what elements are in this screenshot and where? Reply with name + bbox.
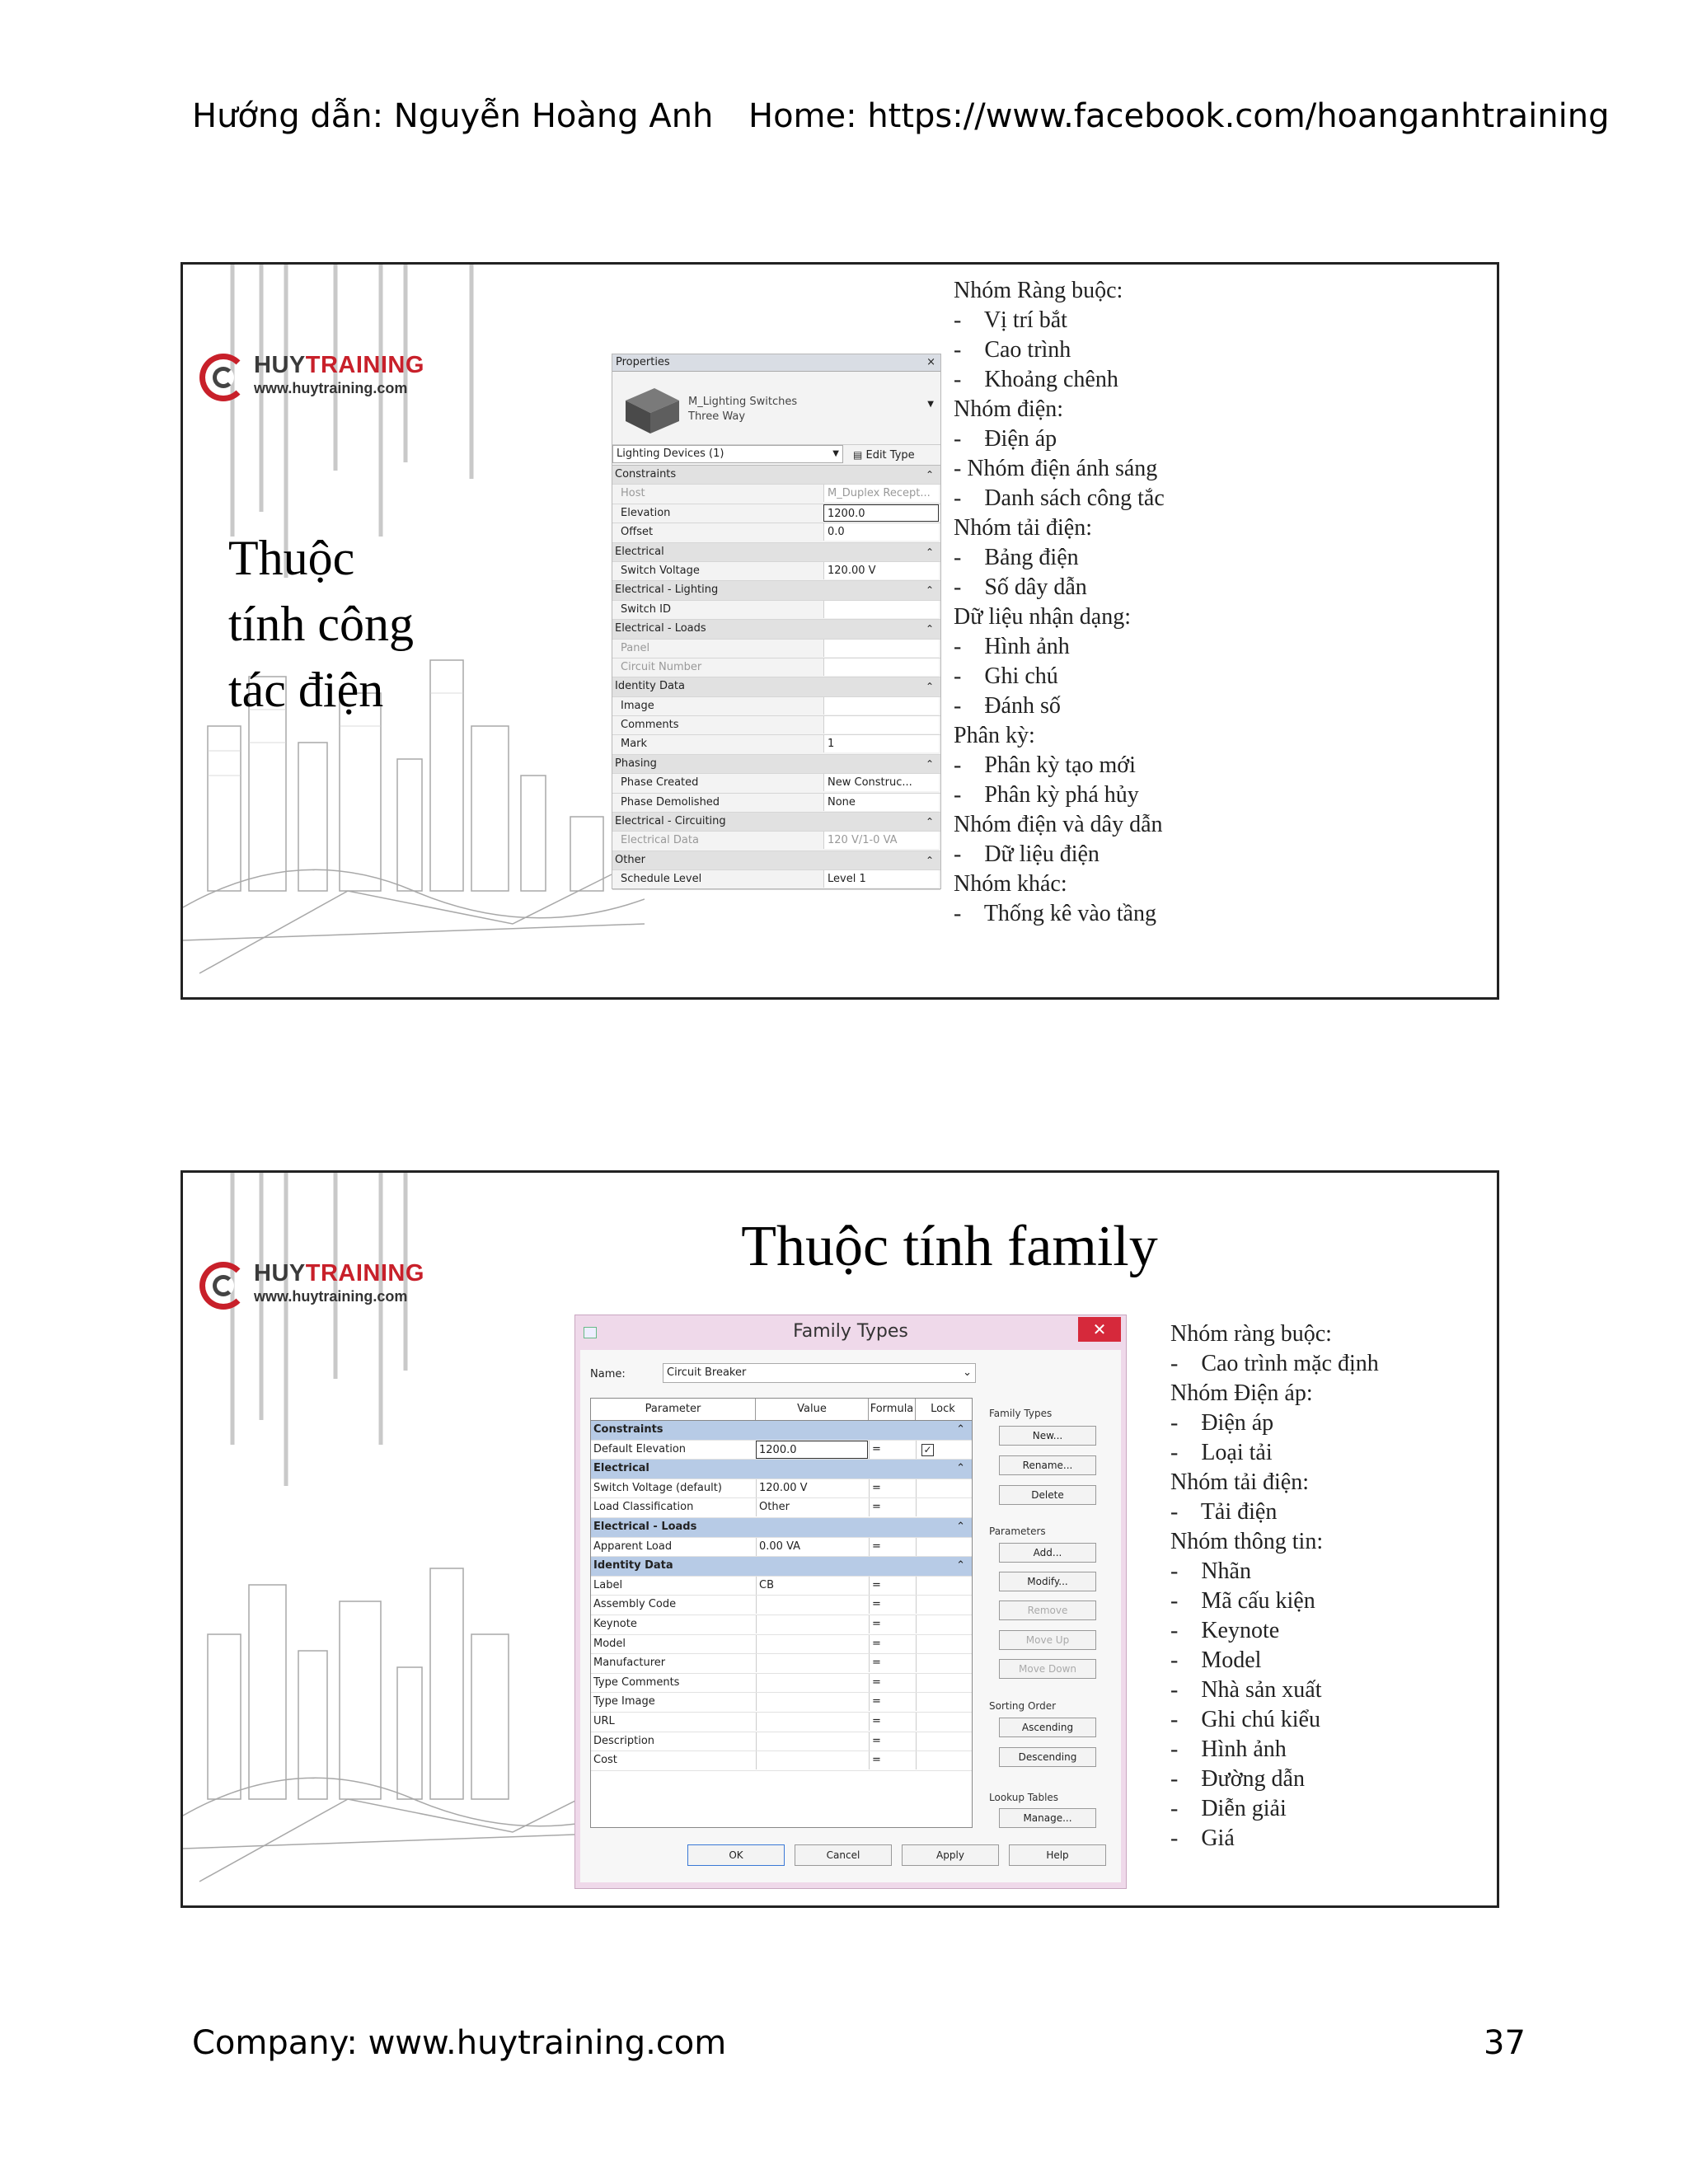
ok-button[interactable]: OK [687,1844,785,1866]
note-line: - Khoảng chênh [954,367,1118,392]
properties-panel [612,354,941,889]
parameter-value[interactable] [756,1615,868,1633]
property-name: Offset [621,526,654,539]
note-line: Nhóm Ràng buộc: [954,278,1123,303]
header-home-link[interactable]: Home: https://www.facebook.com/hoanganhtraining [748,97,1610,135]
note-line: - Ghi chú kiểu [1170,1707,1320,1732]
name-label: Name: [590,1368,626,1380]
parameter-value[interactable] [756,1713,868,1731]
modify-parameter-button[interactable]: Modify... [999,1572,1096,1591]
property-value: M_Duplex Recept... [823,485,939,502]
note-line: - Ghi chú [954,663,1058,689]
parameter-value[interactable] [756,1654,868,1672]
family-types-section-label: Family Types [989,1408,1053,1419]
sorting-order-section-label: Sorting Order [989,1700,1057,1712]
property-group-header[interactable] [612,755,940,774]
parameter-lock [916,1538,970,1556]
note-line: - Điện áp [1170,1410,1274,1436]
property-group-header[interactable] [612,677,940,696]
parameter-lock [916,1732,970,1750]
parameter-row [591,1732,972,1752]
parameter-name: Description [593,1734,655,1747]
parameter-formula[interactable]: = [869,1654,915,1672]
parameter-row [591,1479,972,1499]
note-line: Nhóm khác: [954,871,1067,897]
descending-button[interactable]: Descending [999,1747,1096,1767]
collapse-icon[interactable]: ⌃ [956,1423,965,1436]
property-value[interactable]: 120.00 V [823,562,939,579]
parameter-name: Load Classification [593,1501,694,1514]
type-name: M_Lighting Switches Three Way [688,396,798,423]
note-line: - Thống kê vào tầng [954,901,1156,926]
note-line: - Model [1170,1647,1262,1673]
parameter-lock [916,1654,970,1672]
note-line: - Đánh số [954,693,1061,719]
close-icon[interactable]: × [926,356,935,368]
type-selector-preview[interactable] [612,372,940,445]
parameter-lock [916,1635,970,1653]
parameter-formula[interactable]: = [869,1498,915,1516]
property-name: Elevation [621,506,671,519]
parameter-formula[interactable]: = [869,1751,915,1769]
property-name: Comments [621,719,679,732]
parameter-value[interactable] [756,1732,868,1750]
note-line: - Mã cấu kiện [1170,1588,1315,1614]
group-label: Electrical - Loads [593,1520,697,1533]
parameter-lock [916,1713,970,1731]
collapse-icon[interactable]: ⌃ [956,1520,965,1533]
page-number: 37 [1484,2024,1526,2062]
property-row [612,794,940,813]
property-row [612,716,940,735]
property-value[interactable]: 1 [823,735,939,752]
parameter-value[interactable] [756,1693,868,1711]
parameter-row [591,1674,972,1694]
remove-parameter-button[interactable]: Remove [999,1601,1096,1620]
property-value[interactable] [823,697,939,715]
parameter-name: Model [593,1637,626,1650]
note-line: - Hình ảnh [954,634,1070,659]
parameter-row [591,1441,972,1460]
slide-1 [181,262,1499,1000]
note-line: - Danh sách công tắc [954,485,1165,511]
edit-type-icon: ▤ [853,449,863,461]
parameter-formula[interactable]: = [869,1479,915,1497]
parameter-lock [916,1498,970,1516]
property-value[interactable] [823,716,939,733]
column-lock[interactable]: Lock [931,1403,955,1415]
group-label: Electrical [593,1462,649,1475]
note-line: - Bảng điện [954,545,1079,570]
property-value[interactable]: Level 1 [823,870,939,888]
note-line: Nhóm thông tin: [1170,1529,1324,1554]
parameter-formula[interactable]: = [869,1596,915,1614]
parameter-value[interactable] [756,1751,868,1769]
new-type-button[interactable]: New... [999,1426,1096,1446]
property-name: Switch ID [621,602,671,616]
group-label: Identity Data [593,1559,673,1572]
parameter-group-header[interactable] [591,1518,972,1538]
parameter-group-header[interactable] [591,1421,972,1441]
property-row [612,658,940,677]
collapse-icon[interactable]: ⌃ [925,854,934,866]
parameter-row [591,1615,972,1635]
property-value [823,640,939,657]
parameter-formula[interactable]: = [869,1635,915,1653]
property-rows [612,466,940,890]
grid-header [591,1399,972,1421]
group-label: Constraints [593,1423,663,1436]
parameter-lock [916,1751,970,1769]
parameter-formula[interactable]: = [869,1674,915,1692]
group-label: Electrical - Lighting [615,583,719,597]
instance-filter-row [612,445,940,466]
property-name: Circuit Number [621,660,702,673]
property-name: Phase Demolished [621,795,720,808]
property-row [612,504,940,523]
property-row [612,697,940,716]
property-value [823,658,939,676]
property-name: Switch Voltage [621,564,700,577]
slide-2-title: Thuộc tính family [741,1215,1158,1278]
parameter-formula[interactable]: = [869,1713,915,1731]
property-row [612,640,940,658]
parameter-formula[interactable]: = [869,1577,915,1595]
property-value[interactable]: 1200.0 [823,504,939,522]
huytraining-logo: HUYTRAINING www.huytraining.com [199,1258,463,1324]
parameter-row [591,1693,972,1713]
property-row [612,832,940,851]
add-parameter-button[interactable]: Add... [999,1543,1096,1563]
property-name: Image [621,699,654,712]
property-name: Schedule Level [621,873,702,886]
parameter-formula[interactable]: = [869,1693,915,1711]
group-label: Constraints [615,468,677,480]
parameter-value[interactable]: 1200.0 [756,1441,868,1459]
note-line: - Phân kỳ phá hủy [954,782,1139,808]
property-value: 120 V/1-0 VA [823,832,939,849]
properties-title-bar: Properties × [612,354,940,372]
parameter-formula[interactable]: = [869,1615,915,1633]
property-row [612,774,940,793]
note-line: Phân kỳ: [954,723,1035,748]
property-group-header[interactable] [612,620,940,639]
parameter-formula[interactable]: = [869,1732,915,1750]
type-name-dropdown[interactable]: Circuit Breaker ⌄ [663,1363,976,1383]
property-name: Electrical Data [621,834,699,847]
parameter-row [591,1577,972,1596]
note-line: - Cao trình [954,337,1071,363]
property-name: Phase Created [621,776,699,790]
parameter-row [591,1713,972,1732]
apply-button[interactable]: Apply [902,1844,999,1866]
parameter-row [591,1654,972,1674]
parameter-formula[interactable]: = [869,1441,915,1459]
group-label: Identity Data [615,680,685,693]
property-row [612,485,940,504]
dialog-title: Family Types [793,1321,908,1342]
lookup-tables-section-label: Lookup Tables [989,1792,1059,1803]
parameter-row [591,1498,972,1518]
parameter-value[interactable]: Other [756,1498,868,1516]
note-line: - Loại tải [1170,1440,1273,1465]
column-value[interactable]: Value [756,1399,869,1420]
parameter-name: Cost [593,1754,617,1767]
note-line: - Nhà sản xuất [1170,1677,1322,1703]
help-button[interactable]: Help [1009,1844,1106,1866]
property-value[interactable]: New Construc... [823,774,939,791]
move-up-button[interactable]: Move Up [999,1630,1096,1650]
parameters-section-label: Parameters [989,1526,1046,1537]
parameter-group-header[interactable] [591,1557,972,1577]
parameter-row [591,1751,972,1771]
collapse-icon[interactable]: ⌃ [925,469,934,480]
collapse-icon[interactable]: ⌃ [925,757,934,770]
parameter-row [591,1596,972,1615]
note-line: - Nhãn [1170,1558,1251,1584]
note-line: - Đường dẫn [1170,1766,1305,1792]
parameter-lock [916,1577,970,1595]
note-line: Nhóm tải điện: [1170,1469,1309,1495]
parameter-name: Apparent Load [593,1540,673,1553]
note-line: - Số dây dẫn [954,574,1087,600]
group-label: Electrical - Loads [615,622,706,635]
collapse-icon[interactable]: ⌃ [956,1559,965,1572]
parameter-name: Assembly Code [593,1598,677,1611]
collapse-icon[interactable]: ⌃ [925,546,934,558]
chevron-down-icon: ⌄ [963,1366,972,1379]
property-row [612,735,940,754]
footer-company[interactable]: Company: www.huytraining.com [192,2024,727,2062]
parameter-name: Label [593,1578,623,1591]
property-value[interactable]: None [823,794,939,811]
property-group-header[interactable] [612,813,940,832]
parameter-lock [916,1441,970,1459]
collapse-icon[interactable]: ⌃ [956,1462,965,1475]
parameter-value[interactable] [756,1674,868,1692]
property-row [612,523,940,542]
note-line: - Cao trình mặc định [1170,1351,1379,1376]
note-line: - Điện áp [954,426,1057,452]
parameter-lock [916,1693,970,1711]
parameter-name: Manufacturer [593,1657,666,1670]
property-name: Mark [621,738,648,751]
cancel-button[interactable]: Cancel [795,1844,892,1866]
parameter-lock [916,1596,970,1614]
parameter-row [591,1538,972,1558]
property-row [612,601,940,620]
parameter-rows [591,1421,972,1771]
slide-1-notes [954,276,1165,929]
parameter-value[interactable] [756,1635,868,1653]
manage-lookup-button[interactable]: Manage... [999,1808,1096,1828]
group-label: Phasing [615,757,657,770]
note-line: - Hình ảnh [1170,1736,1287,1762]
parameter-formula[interactable]: = [869,1538,915,1556]
property-group-header[interactable] [612,851,940,870]
slide-2 [181,1170,1499,1908]
property-row [612,870,940,889]
note-line: Nhóm điện: [954,396,1063,422]
parameter-name: Type Comments [593,1675,680,1689]
note-line: - Dữ liệu điện [954,841,1100,867]
note-line: - Tải điện [1170,1499,1278,1525]
column-formula[interactable]: Formula [869,1399,916,1420]
parameter-name: URL [593,1714,615,1727]
parameter-lock [916,1615,970,1633]
slide-1-title: Thuộc tính công tác điện [228,531,414,717]
parameter-group-header[interactable] [591,1460,972,1479]
property-name: Host [621,487,645,500]
note-line: Nhóm Điện áp: [1170,1380,1313,1406]
parameter-name: Type Image [593,1695,655,1708]
slide-2-notes [1170,1319,1379,1854]
group-label: Electrical - Circuiting [615,815,726,828]
parameter-lock [916,1674,970,1692]
note-line: - Nhóm điện ánh sáng [954,456,1158,481]
note-line: Nhóm điện và dây dẫn [954,812,1163,837]
header-author: Hướng dẫn: Nguyễn Hoàng Anh [192,97,714,135]
delete-type-button[interactable]: Delete [999,1485,1096,1505]
move-down-button[interactable]: Move Down [999,1659,1096,1679]
property-group-header[interactable] [612,466,940,485]
close-button[interactable]: ✕ [1078,1317,1121,1342]
property-group-header[interactable] [612,543,940,562]
note-line: Dữ liệu nhận dạng: [954,604,1132,630]
note-line: - Giá [1170,1825,1235,1851]
rename-type-button[interactable]: Rename... [999,1455,1096,1475]
parameter-row [591,1635,972,1655]
property-value[interactable]: 0.0 [823,523,939,541]
switch-family-icon [617,380,683,438]
parameter-name: Keynote [593,1617,637,1630]
note-line: - Vị trí bắt [954,307,1067,333]
collapse-icon[interactable]: ⌃ [925,681,934,693]
property-value[interactable] [823,601,939,618]
note-line: Nhóm ràng buộc: [1170,1321,1332,1347]
property-name: Panel [621,641,650,654]
edit-type-button[interactable]: ▤ Edit Type [853,449,915,462]
note-line: - Phân kỳ tạo mới [954,752,1136,778]
column-parameter[interactable]: Parameter [591,1399,756,1420]
parameter-name: Switch Voltage (default) [593,1481,722,1494]
collapse-icon[interactable]: ⌃ [925,623,934,635]
family-types-dialog [574,1315,1127,1889]
collapse-icon[interactable]: ⌃ [925,816,934,828]
collapse-icon[interactable]: ⌃ [925,584,934,597]
parameter-value[interactable]: 0.00 VA [756,1538,868,1556]
ascending-button[interactable]: Ascending [999,1718,1096,1737]
property-row [612,562,940,581]
parameter-value[interactable] [756,1596,868,1614]
property-group-header[interactable] [612,581,940,600]
lock-checkbox[interactable]: ✓ [921,1444,934,1456]
parameter-grid [590,1398,973,1828]
group-label: Electrical [615,545,664,558]
note-line: - Diễn giải [1170,1796,1287,1821]
huytraining-logo: HUYTRAINING www.huytraining.com [199,350,463,416]
note-line: - Keynote [1170,1618,1280,1643]
group-label: Other [615,853,645,866]
instance-filter-dropdown[interactable]: Lighting Devices (1) ▼ [612,445,843,463]
parameter-name: Default Elevation [593,1442,687,1455]
chevron-down-icon: ▼ [832,449,839,458]
parameter-lock [916,1479,970,1497]
parameter-value[interactable]: CB [756,1577,868,1595]
parameter-value[interactable]: 120.00 V [756,1479,868,1497]
note-line: Nhóm tải điện: [954,515,1092,541]
chevron-down-icon[interactable]: ▼ [927,400,934,409]
